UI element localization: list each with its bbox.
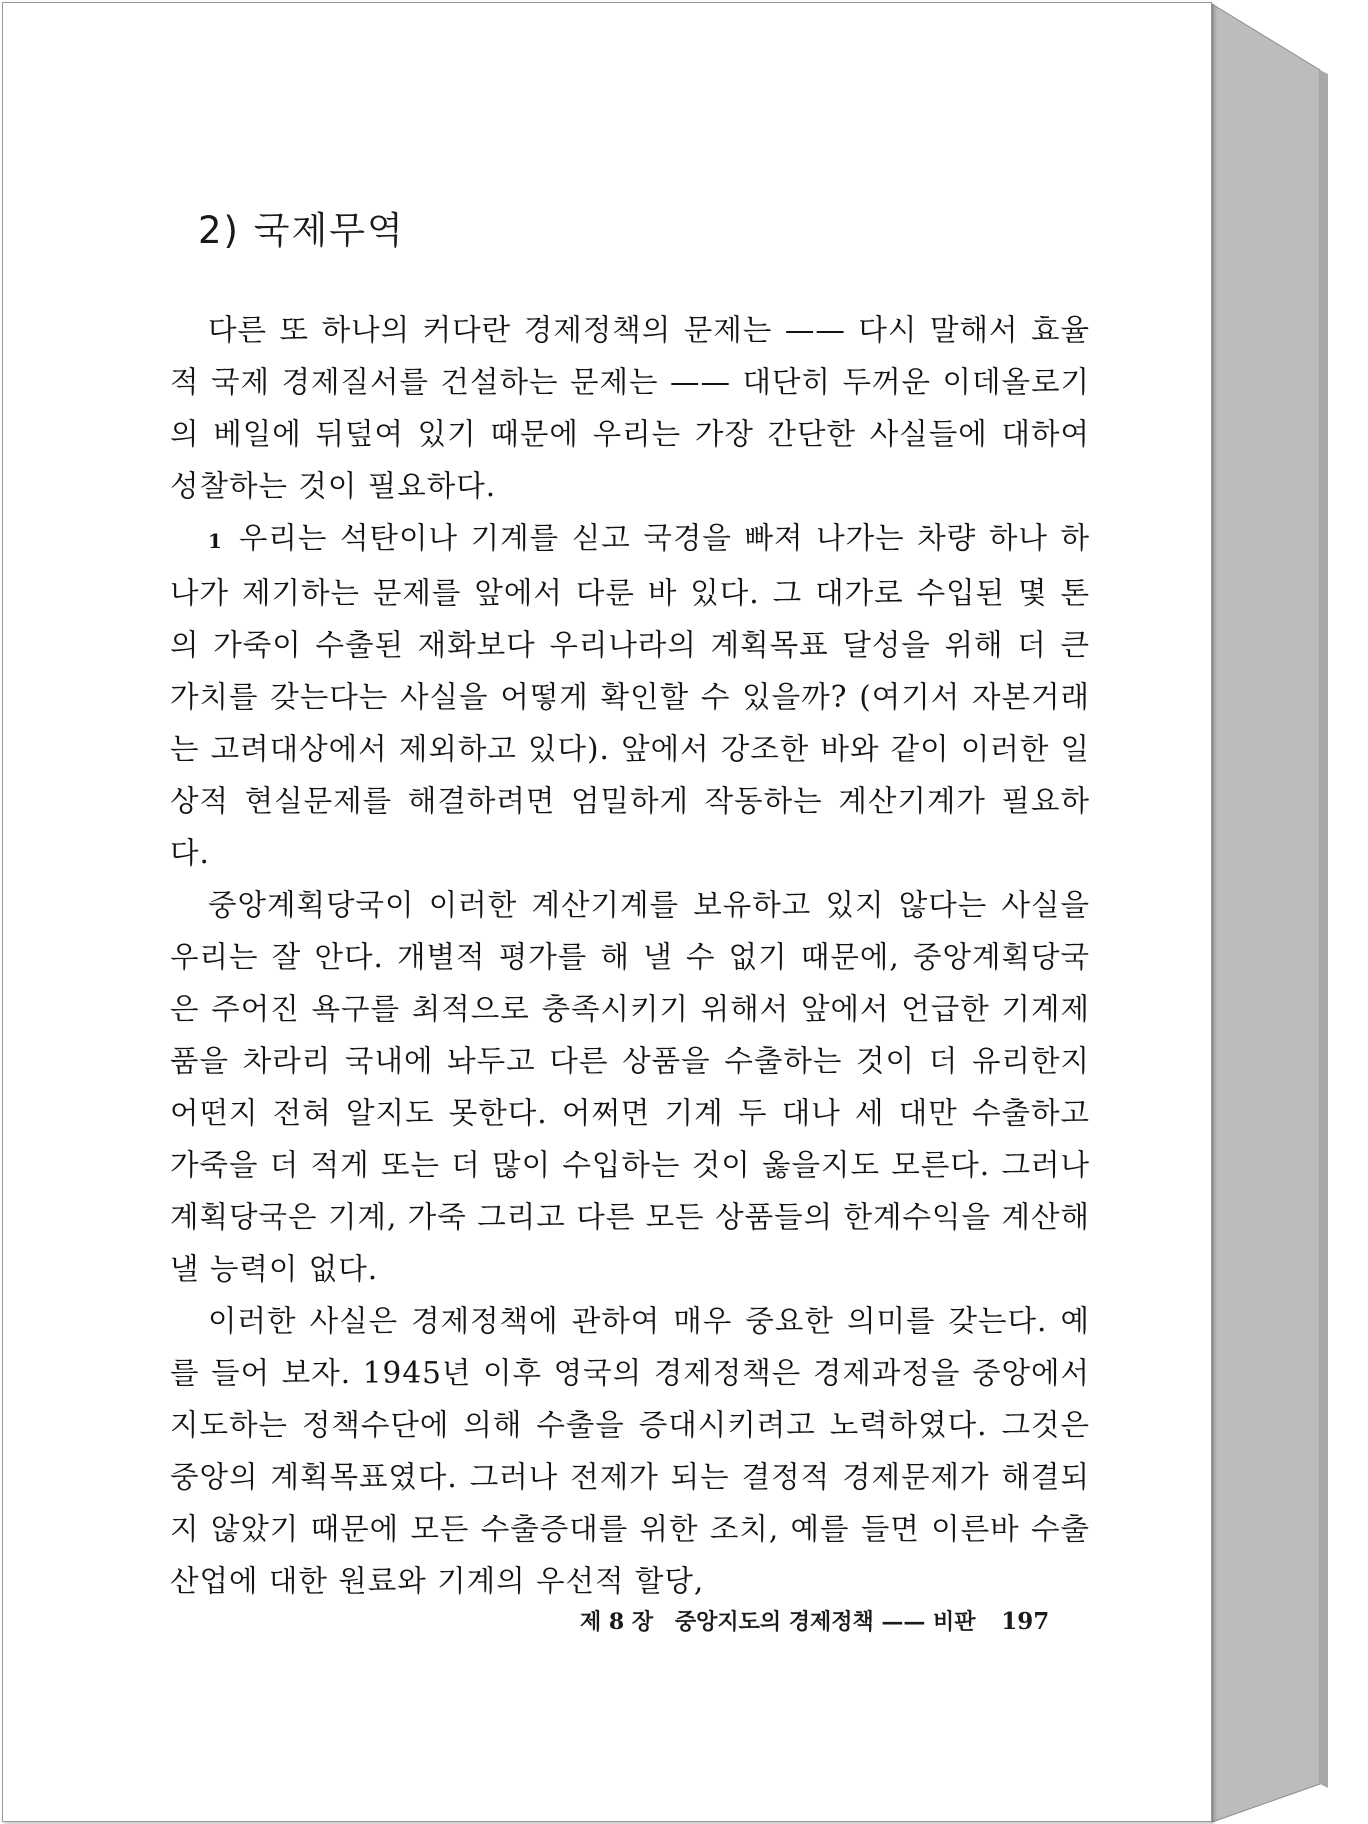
- paragraph-2: [170, 512, 1090, 879]
- footer-chapter-title: 중앙지도의 경제정책 —— 비판: [674, 1609, 976, 1635]
- section-title: 2) 국제무역: [198, 209, 405, 252]
- page-number: 197: [1001, 1608, 1050, 1635]
- body-text: [170, 304, 1090, 1607]
- paragraph-2-text: 우리는 석탄이나 기계를 싣고 국경을 빠져 나가는 차량 하나 하나가 제기하는 문제를 앞에서 다룬 바 있다. 그 대가로 수입된 몇 톤의 가죽이 수출된 재화보다 우리나라의 계획목표 달성을 위해 더 큰 가치를 갖는다는 사실을 어떻게 확인할 수 있을까? (여기서 자본거래는 고려대상에서 제외하고 있다). 앞에서 강조한 바와 같이 이러한 일상적 현실문제를 해결하려면 엄밀하게 작동하는 계산기계가 필요하다.: [170, 521, 1090, 870]
- footer-chapter: 제 8 장: [580, 1609, 654, 1635]
- paragraph-4: 이러한 사실은 경제정책에 관하여 매우 중요한 의미를 갖는다. 예를 들어 보자. 1945년 이후 영국의 경제정책은 경제과정을 중앙에서 지도하는 정책수단에 의해 수출을 증대시키려고 노력하였다. 그것은 중앙의 계획목표였다. 그러나 전제가 되는 결정적 경제문제가 해결되지 않았기 때문에 모든 수출증대를 위한 조치, 예를 들면 이른바 수출산업에 대한 원료와 기계의 우선적 할당,: [170, 1304, 1090, 1598]
- page-footer: [580, 1605, 1049, 1636]
- paragraph-3: 중앙계획당국이 이러한 계산기계를 보유하고 있지 않다는 사실을 우리는 잘 안다. 개별적 평가를 해 낼 수 없기 때문에, 중앙계획당국은 주어진 욕구를 최적으로 충족시키기 위해서 앞에서 언급한 기계제품을 차라리 국내에 놔두고 다른 상품을 수출하는 것이 더 유리한지 어떤지 전혀 알지도 못한다. 어쩌면 기계 두 대나 세 대만 수출하고 가죽을 더 적게 또는 더 많이 수입하는 것이 옳을지도 모른다. 그러나 계획당국은 기계, 가죽 그리고 다른 모든 상품들의 한계수익을 계산해 낼 능력이 없다.: [170, 888, 1090, 1286]
- paragraph-2-number: 1: [208, 529, 223, 553]
- paragraph-1: 다른 또 하나의 커다란 경제정책의 문제는 —— 다시 말해서 효율적 국제 경제질서를 건설하는 문제는 —— 대단히 두꺼운 이데올로기의 베일에 뒤덮여 있기 때문에 우리는 가장 간단한 사실들에 대하여 성찰하는 것이 필요하다.: [170, 313, 1090, 503]
